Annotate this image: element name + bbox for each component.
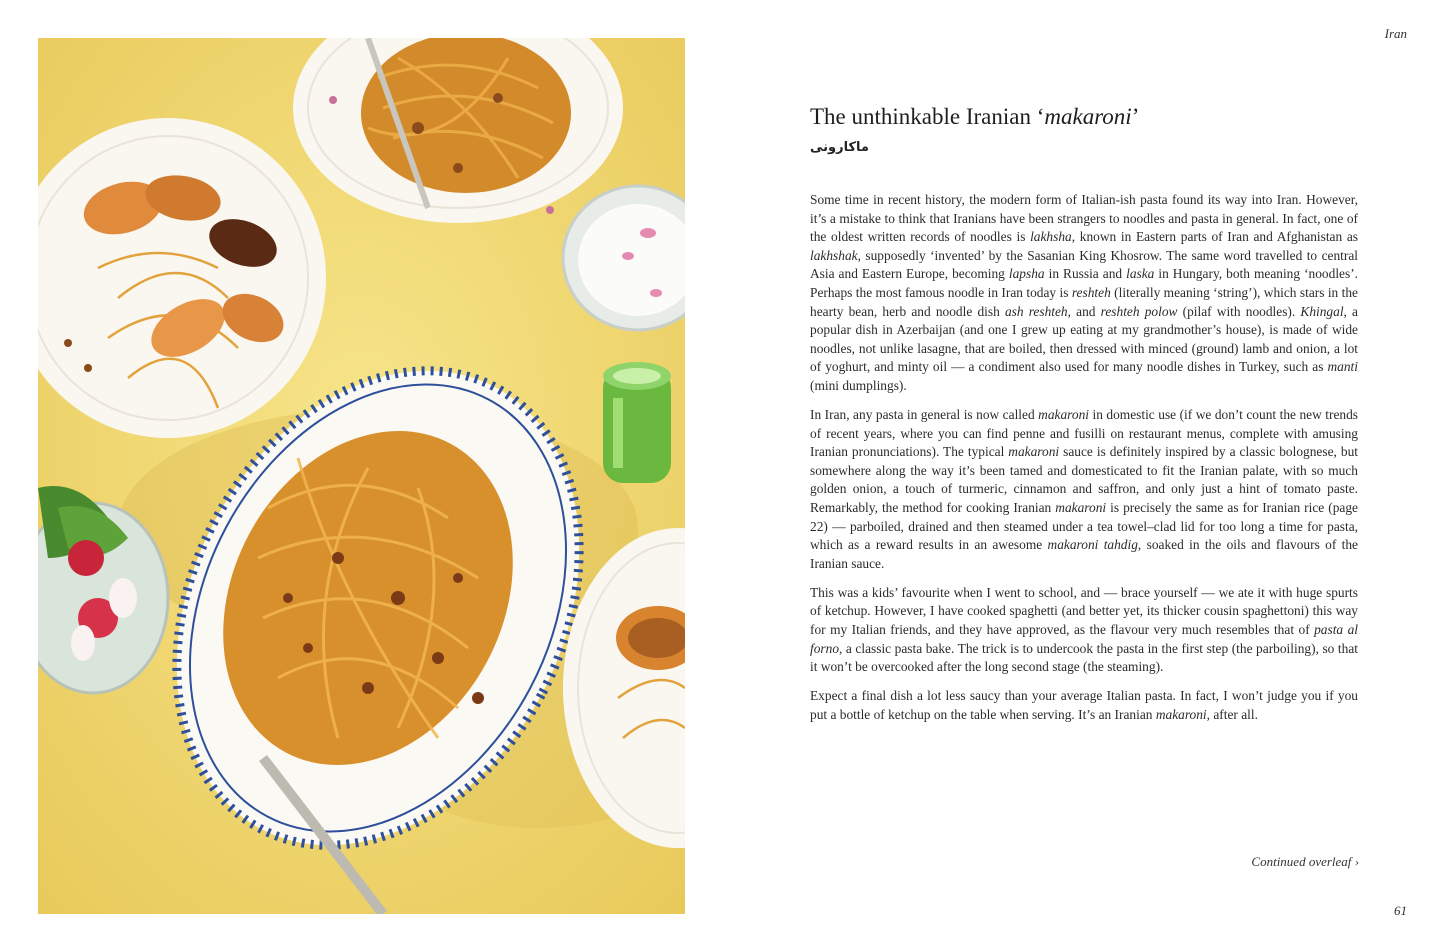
text-run: (pilaf with noodles). bbox=[1177, 303, 1301, 319]
text-run: In Iran, any pasta in general is now called bbox=[810, 407, 1039, 423]
food-photo-illustration bbox=[38, 38, 685, 914]
italic-term: makaroni tahdig bbox=[1047, 537, 1138, 553]
italic-term: makaroni bbox=[1155, 706, 1207, 722]
italic-term: makaroni bbox=[1055, 500, 1107, 515]
body-paragraph bbox=[810, 687, 1358, 724]
page-title bbox=[810, 104, 1139, 130]
italic-term: makaroni bbox=[1008, 444, 1060, 460]
text-run: sauce is definitely inspired by a classic bolognese, but somewhere along the way it’s been tamed and domesticated to fit the Iranian palate, with so much golden onion, a touch of turmeric, cinnamon and saffron, and only just a hint of tomato paste. Remarkably, the method for cooking Iranian bbox=[810, 444, 1358, 515]
title-italic: makaroni bbox=[1044, 104, 1132, 129]
text-run: , a popular dish in Azerbaijan (and one I grew up eating at my grandmother’s house), is made of wide noodles, not unlike lasagne, that are boiled, then dressed with minced (ground) lamb and onion, a lot of yoghurt, and minty oil — a condiment also used for many noodle dishes in Turkey, such as bbox=[810, 303, 1358, 375]
title-main: The unthinkable Iranian ‘ bbox=[810, 104, 1045, 129]
text-run: This was a kids’ favourite when I went to school, and — brace yourself — we ate it with huge spurts of ketchup. However, I have cooked spaghetti (and better yet, its thicker cousin spaghettoni) this way for my Italian friends, and they have approved, as the flavour very much resembles that of bbox=[810, 584, 1358, 638]
italic-term: manti bbox=[1327, 359, 1358, 375]
text-run: , a classic pasta bake. The trick is to undercook the pasta in the first step (the parboiling), so that it won’t be overcooked after the long second stage (the steaming). bbox=[810, 640, 1358, 675]
text-run: supposedly ‘invented’ by the Sasanian King Khosrow. The same word travelled to central Asia and Eastern Europe, becoming bbox=[810, 247, 1358, 282]
text-run: , soaked in the oils and flavours of the Iranian sauce. bbox=[810, 537, 1358, 571]
italic-term: lakhsha bbox=[1030, 229, 1072, 245]
body-paragraph bbox=[810, 406, 1358, 573]
continued-overleaf: Continued overleaf › bbox=[1251, 854, 1359, 869]
running-head: Iran bbox=[1384, 26, 1407, 41]
italic-term: pasta al forno bbox=[810, 622, 1358, 656]
text-run: is precisely the same as for Iranian rice (page 22) — parboiled, drained and then steamed under a tea towel–clad lid for too long a time for pasta, which as a reward results in an awesome bbox=[810, 500, 1358, 553]
italic-term: reshteh bbox=[1071, 284, 1111, 300]
persian-title: ماکارونی bbox=[810, 140, 869, 155]
italic-term: reshteh polow bbox=[1100, 303, 1178, 319]
page-number: 61 bbox=[1394, 903, 1407, 918]
text-run: (literally meaning ‘string’), which stars in the hearty bean, herb and noodle dish bbox=[810, 284, 1358, 319]
italic-term: laska bbox=[1126, 266, 1155, 282]
italic-term: ash reshteh bbox=[1004, 303, 1068, 319]
italic-term: lapsha bbox=[1008, 266, 1045, 282]
italic-term: lakhshak, bbox=[810, 247, 861, 263]
body-paragraph bbox=[810, 584, 1358, 677]
text-run: in Russia and bbox=[1044, 266, 1127, 282]
green-glass bbox=[603, 362, 671, 483]
body-paragraph bbox=[810, 191, 1358, 396]
text-run: (mini dumplings). bbox=[810, 377, 907, 393]
text-run: in Hungary, both meaning ‘noodles’. Perhaps the most famous noodle in Iran today is bbox=[810, 266, 1358, 300]
italic-term: Khingal bbox=[1300, 303, 1344, 319]
text-run: , known in Eastern parts of Iran and Afghanistan as bbox=[1071, 229, 1359, 245]
italic-term: makaroni bbox=[1038, 407, 1089, 423]
title-end: ’ bbox=[1131, 104, 1140, 129]
text-run: , after all. bbox=[1206, 706, 1258, 722]
text-run: Some time in recent history, the modern form of Italian-ish pasta found its way into Iran. However, it’s a mistake to think that Iranians have been strangers to noodles and pasta in general. In fact, one of the oldest written records of noodles is bbox=[810, 192, 1358, 245]
text-run: in domestic use (if we don’t count the new trends of recent years, where you can find penne and fusilli on restaurant menus, complete with amusing Iranian pronunciations). The typical bbox=[810, 407, 1358, 460]
text-run: Expect a final dish a lot less saucy than your average Italian pasta. In fact, I won’t judge you if you put a bottle of ketchup on the table when serving. It’s an Iranian bbox=[810, 688, 1358, 722]
text-run: , and bbox=[1067, 303, 1101, 319]
body-text bbox=[810, 191, 1358, 735]
food-photo bbox=[38, 38, 685, 914]
